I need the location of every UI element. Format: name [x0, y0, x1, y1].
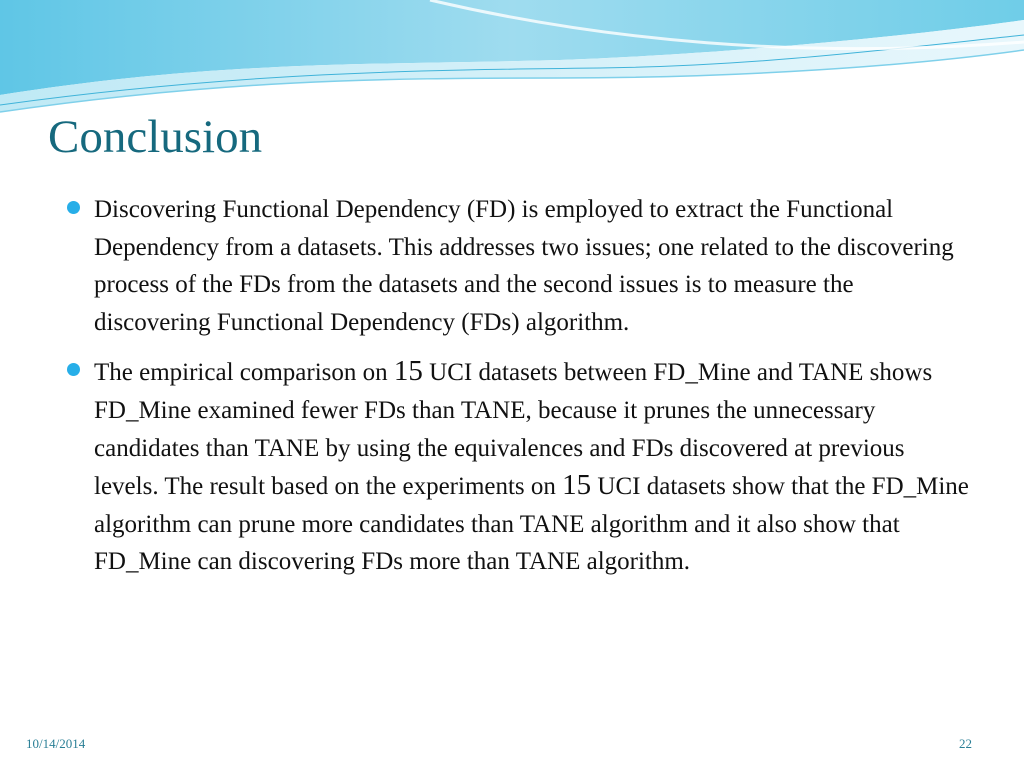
bullet-item	[94, 191, 974, 341]
slide-title: Conclusion	[48, 111, 263, 163]
bullet-list	[94, 191, 974, 593]
bullet-dot-icon	[67, 201, 80, 214]
footer-date: 10/14/2014	[26, 736, 86, 751]
bullet-dot-icon	[67, 363, 80, 376]
bullet-number: 15	[393, 355, 423, 388]
bullet-number: 15	[562, 469, 592, 502]
bullet-item	[94, 353, 974, 581]
footer-page-number: 22	[959, 736, 972, 751]
bullet-text-part1: The empirical comparison on	[94, 359, 394, 387]
bullet-text: Discovering Functional Dependency (FD) is employed to extract the Functional Dependency from a datasets. This addresses two issues; one related to the discovering process of the FDs from the datasets and the second issues is to measure the discovering Functional Dependency (FDs) algorithm.	[94, 196, 954, 336]
bullet-text-part3: UCI datasets show that the FD_Mine algorithm can prune more candidates than TANE algorithm and it also show that FD_Mine can discovering FDs more than TANE algorithm.	[94, 473, 969, 576]
bullet-text-part2: UCI datasets between FD_Mine and TANE shows FD_Mine examined fewer FDs than TANE, because it prunes the unnecessary candidates than TANE by using the equivalences and FDs discovered at previous levels. The result based on the experiments on	[94, 359, 933, 501]
